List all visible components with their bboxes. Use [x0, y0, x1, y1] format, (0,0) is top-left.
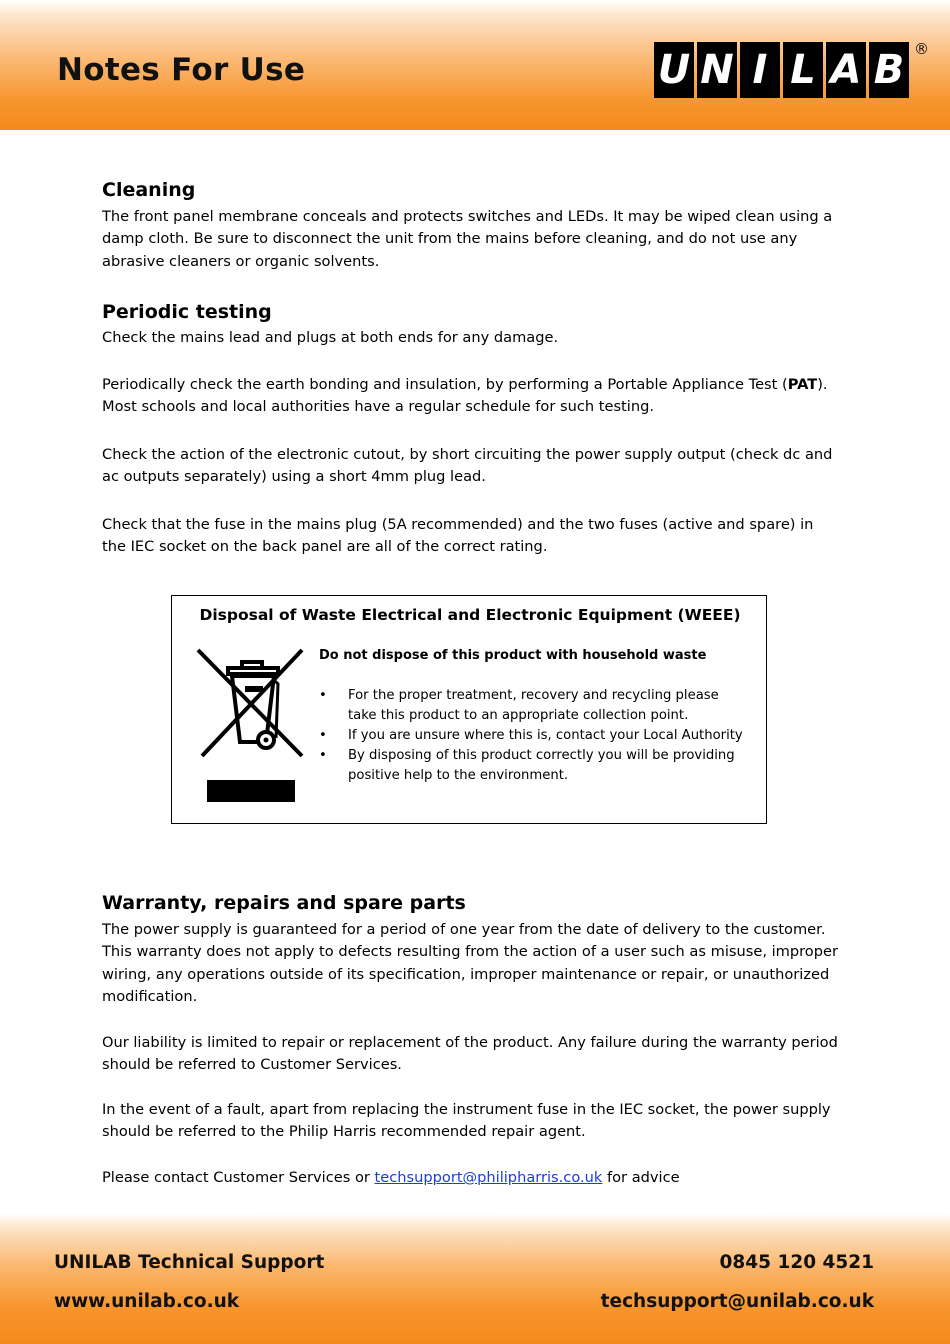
warranty-p2: Our liability is limited to repair or replacement of the product. Any failure during the warranty period should be referred to Customer Services. [102, 1034, 838, 1074]
footer-phone: 0845 120 4521 [719, 1252, 874, 1273]
list-item-text: For the proper treatment, recovery and recycling please take this product to an appropriate collection point. [348, 688, 719, 723]
pat-abbrev: PAT [787, 376, 818, 393]
bullet: • [319, 728, 327, 743]
cleaning-heading: Cleaning [102, 179, 196, 201]
periodic-testing-p2 [102, 374, 842, 419]
cleaning-text: The front panel membrane conceals and protects switches and LEDs. It may be wiped clean using a damp cloth. Be sure to disconnect the unit from the mains before cleaning, and do not use any abrasive cleaners or organic solvents. [102, 208, 833, 270]
p4-text-after: for advice [602, 1169, 680, 1186]
weee-list [319, 686, 749, 786]
warranty-p4 [102, 1167, 842, 1189]
periodic-testing-p3: Check the action of the electronic cutout, by short circuiting the power supply output (check dc and ac outputs separately) using a short 4mm plug lead. [102, 446, 833, 486]
crossed-bin-icon [196, 646, 308, 806]
warranty-p1: The power supply is guaranteed for a period of one year from the date of delivery to the customer. This warranty does not apply to defects resulting from the action of a user such as misuse, improper wiring, any operations outside of its specification, improper maintenance or repair, or unauthorized modification. [102, 921, 838, 1006]
logo-letter-b: B [869, 42, 909, 98]
p2-text-after: ). Most schools and local authorities have a regular schedule for such testing. [102, 376, 828, 416]
footer-support-label: UNILAB Technical Support [54, 1252, 325, 1273]
logo-letter-u: U [654, 42, 694, 98]
list-item-text: By disposing of this product correctly you will be providing positive help to the environment. [348, 748, 735, 783]
weee-black-bar [207, 780, 295, 802]
registered-mark: ® [914, 40, 929, 58]
logo-letter-a: A [826, 42, 866, 98]
bin-lid [228, 662, 278, 674]
warranty-p3: In the event of a fault, apart from replacing the instrument fuse in the IEC socket, the power supply should be referred to the Philip Harris recommended repair agent. [102, 1101, 831, 1141]
page-title: Notes For Use [57, 52, 306, 88]
bullet: • [319, 688, 327, 703]
unilab-logo [654, 42, 909, 98]
footer-email: techsupport@unilab.co.uk [600, 1291, 874, 1312]
page-header [0, 0, 950, 130]
logo-letter-l: L [783, 42, 823, 98]
p4-text-before: Please contact Customer Services or [102, 1169, 375, 1186]
p2-text-before: Periodically check the earth bonding and insulation, by performing a Portable Appliance Test ( [102, 376, 788, 393]
bin-handle [245, 686, 263, 692]
list-item [319, 726, 749, 746]
logo-letter-i: I [740, 42, 780, 98]
list-item-text: If you are unsure where this is, contact your Local Authority [348, 728, 743, 743]
warranty-heading: Warranty, repairs and spare parts [102, 892, 466, 914]
page-footer [0, 1213, 950, 1344]
bin-wheel-hub [264, 738, 269, 743]
list-item [319, 686, 749, 726]
logo-letter-n: N [697, 42, 737, 98]
footer-website: www.unilab.co.uk [54, 1291, 240, 1312]
periodic-testing-p4: Check that the fuse in the mains plug (5A recommended) and the two fuses (active and spare) in the IEC socket on the back panel are all of the correct rating. [102, 516, 814, 556]
weee-title: Disposal of Waste Electrical and Electronic Equipment (WEEE) [199, 606, 741, 624]
periodic-testing-heading: Periodic testing [102, 301, 272, 323]
weee-subtitle: Do not dispose of this product with household waste [319, 648, 707, 663]
list-item [319, 746, 749, 786]
weee-notice-box [171, 595, 767, 824]
periodic-testing-p1: Check the mains lead and plugs at both ends for any damage. [102, 329, 559, 346]
techsupport-email-link[interactable]: techsupport@philipharris.co.uk [374, 1169, 603, 1186]
bullet: • [319, 748, 327, 763]
